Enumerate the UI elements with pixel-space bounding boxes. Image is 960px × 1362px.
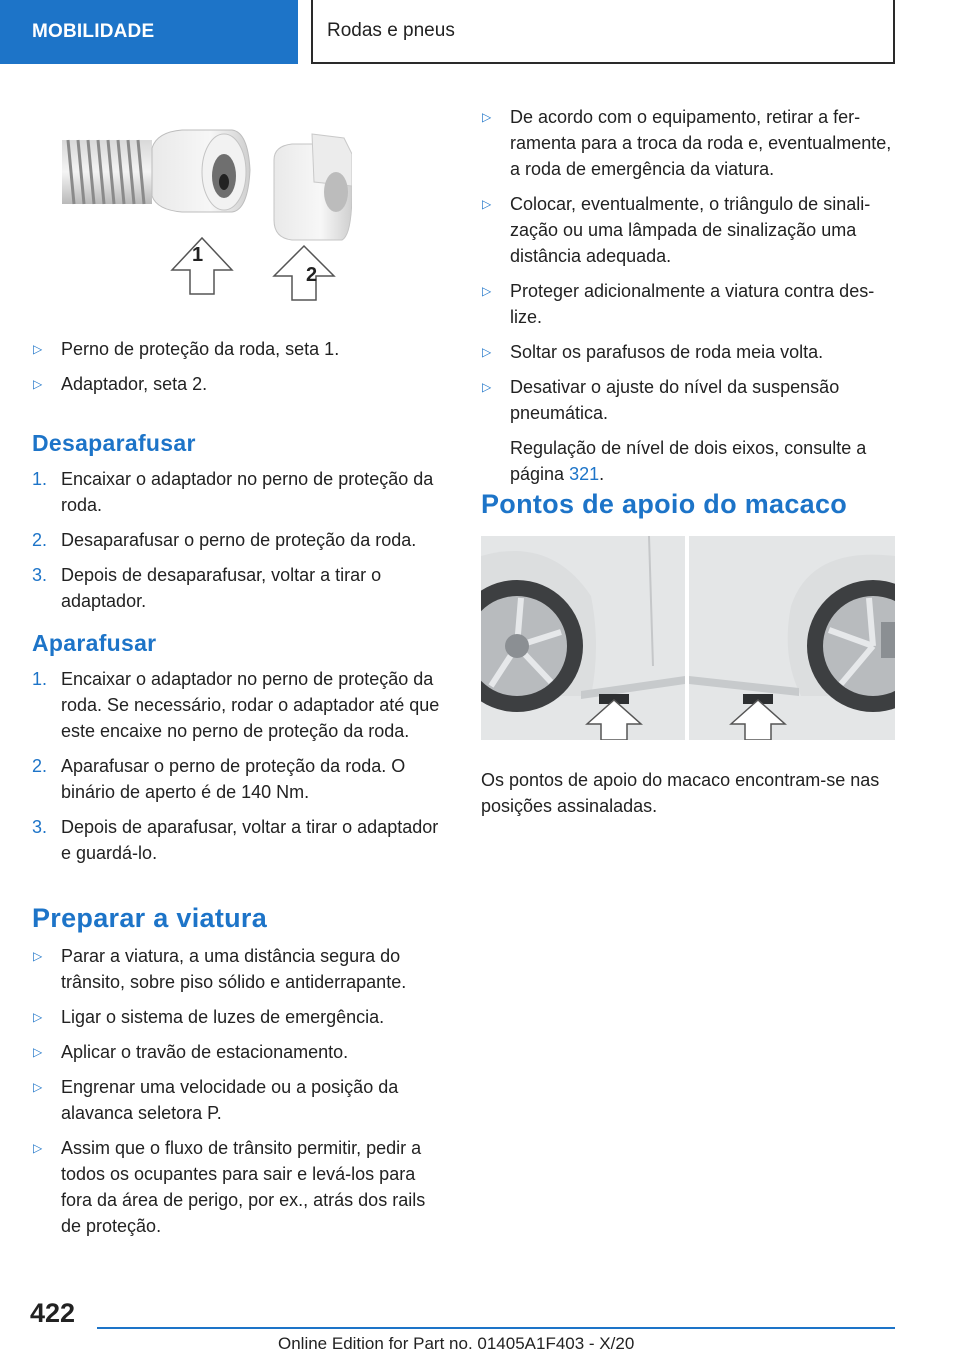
callout-1: 1	[192, 244, 204, 266]
chapter-title-box	[311, 0, 895, 64]
triangle-bullet-icon: ▷	[33, 342, 43, 356]
list-item: ▷ Colocar, eventualmente, o triângulo de sinalização ou uma lâmpada de sinalização uma distância adequada.	[481, 191, 899, 269]
list-item: ▷ Proteger adicionalmente a viatura contra deslize.	[481, 278, 899, 330]
list-item: ▷ Ligar o sistema de luzes de emergência.	[32, 1004, 447, 1030]
triangle-bullet-icon: ▷	[33, 1080, 43, 1094]
list-item: 1. Encaixar o adaptador no perno de proteção da roda.	[32, 469, 434, 515]
triangle-bullet-icon: ▷	[482, 345, 492, 359]
triangle-bullet-icon: ▷	[33, 377, 43, 391]
heading-pontos-apoio: Pontos de apoio do macaco	[481, 489, 848, 519]
triangle-bullet-icon: ▷	[33, 1141, 43, 1155]
triangle-bullet-icon: ▷	[482, 380, 492, 394]
list-item: 2. Aparafusar o perno de proteção da roda. O binário de aperto é de 140 Nm.	[32, 756, 406, 802]
callout-2: 2	[306, 264, 318, 286]
preparar-list-continued	[481, 104, 899, 496]
list-item: ▷ De acordo com o equipamento, retirar a ferramenta para a troca da roda e, eventualmente, a roda de emergência da viatura.	[481, 104, 899, 182]
section-tab	[0, 0, 298, 64]
cross-reference-note: Regulação de nível de dois eixos, consulte a página 321.	[510, 438, 867, 484]
desaparafusar-steps	[32, 466, 447, 623]
heading-aparafusar: Aparafusar	[32, 630, 157, 656]
list-item: 1. Encaixar o adaptador no perno de proteção da roda. Se necessário, rodar o adaptador até que este encaixe no perno de proteção da roda.	[32, 669, 440, 741]
triangle-bullet-icon: ▷	[482, 197, 492, 211]
pontos-text-block	[481, 767, 881, 819]
heading-preparar-viatura: Preparar a viatura	[32, 903, 268, 933]
list-item: ▷ Soltar os parafusos de roda meia volta.	[481, 339, 899, 365]
list-item: ▷ Parar a viatura, a uma distância segura do trânsito, sobre piso sólido e antiderrapante.	[32, 943, 447, 995]
preparar-list	[32, 943, 447, 1248]
page-number: 422	[30, 1298, 76, 1328]
aparafusar-steps	[32, 666, 447, 875]
triangle-bullet-icon: ▷	[33, 1045, 43, 1059]
heading-desaparafusar: Desaparafusar	[32, 430, 196, 456]
pontos-description: Os pontos de apoio do macaco encontram-se nas posições assinaladas.	[481, 770, 880, 816]
list-item: ▷ Assim que o fluxo de trânsito permitir, pedir a todos os ocupantes para sair e levá-los para fora da área de perigo, por ex., atrás dos rails de proteção.	[32, 1135, 447, 1239]
jacking-points-figure	[481, 536, 895, 740]
list-item: ▷ Aplicar o travão de estacionamento.	[32, 1039, 447, 1065]
edition-note: Online Edition for Part no. 01405A1F403 - X/20	[278, 1334, 635, 1353]
triangle-bullet-icon: ▷	[33, 949, 43, 963]
lock-bolt-adapter-figure	[52, 110, 352, 306]
list-item: 3. Depois de aparafusar, voltar a tirar o adaptador e guardá-lo.	[32, 817, 439, 863]
parts-list	[32, 336, 447, 406]
list-item: 3. Depois de desaparafusar, voltar a tirar o adaptador.	[32, 565, 382, 611]
triangle-bullet-icon: ▷	[482, 284, 492, 298]
triangle-bullet-icon: ▷	[482, 110, 492, 124]
list-item: ▷ Engrenar uma velocidade ou a posição da alavanca seletora P.	[32, 1074, 447, 1126]
triangle-bullet-icon: ▷	[33, 1010, 43, 1024]
chapter-title: Rodas e pneus	[327, 20, 455, 41]
page-link[interactable]: 321	[569, 464, 600, 484]
section-label: MOBILIDADE	[32, 21, 155, 42]
list-item: ▷ Perno de proteção da roda, seta 1.	[32, 336, 447, 362]
list-item: ▷ Adaptador, seta 2.	[32, 371, 447, 397]
list-item: ▷ Desativar o ajuste do nível da suspensão pneumática. Regulação de nível de dois eixos, consulte a página 321.	[481, 374, 899, 487]
list-item: 2. Desaparafusar o perno de proteção da roda.	[32, 530, 417, 550]
footer-divider	[97, 1327, 895, 1329]
